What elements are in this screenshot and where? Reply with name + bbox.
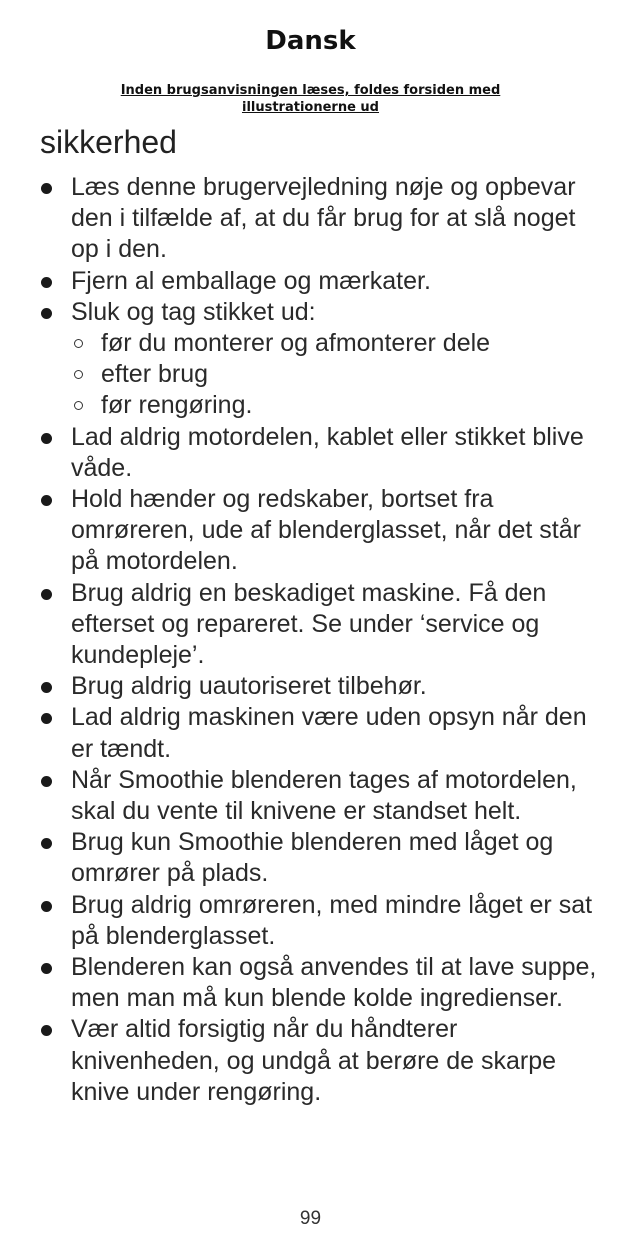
list-item: [40, 422, 600, 484]
bullet-icon: [41, 183, 52, 194]
section-heading-safety: sikkerhed: [40, 124, 177, 160]
sub-list-item: [71, 390, 600, 421]
sub-list-item: [71, 328, 600, 359]
sub-list-item-text: efter brug: [101, 360, 209, 389]
list-item-text: Brug aldrig en beskadiget maskine. Få den efterset og repareret. Se under ‘service og kundepleje’.: [71, 578, 547, 670]
bullet-icon: [41, 682, 52, 693]
list-item: [40, 952, 600, 1014]
sub-list-item-text: før rengøring.: [101, 391, 253, 420]
list-item: [40, 172, 600, 266]
bullet-icon: [41, 277, 52, 288]
hollow-bullet-icon: [74, 339, 83, 348]
hollow-bullet-icon: [74, 370, 83, 379]
list-item: [40, 827, 600, 889]
list-item-text: Brug aldrig omrøreren, med mindre låget er sat på blenderglasset.: [71, 890, 593, 950]
bullet-icon: [41, 963, 52, 974]
list-item: [40, 890, 600, 952]
list-item: [40, 297, 600, 422]
page-number: 99: [299, 1208, 322, 1229]
list-item-text: Brug aldrig uautoriseret tilbehør.: [71, 672, 427, 701]
sub-list-item-text: før du monterer og afmonterer dele: [101, 329, 491, 358]
bullet-icon: [41, 308, 52, 319]
sub-list-item: [71, 359, 600, 390]
sub-list: [71, 328, 600, 422]
hollow-bullet-icon: [74, 401, 83, 410]
list-item: [40, 484, 600, 578]
list-item-text: Læs denne brugervejledning nøje og opbevar den i tilfælde af, at du får brug for at slå noget op i den.: [71, 173, 576, 264]
list-item-text: Fjern al emballage og mærkater.: [71, 266, 431, 295]
list-item: [40, 266, 600, 297]
list-item-text: Sluk og tag stikket ud:: [71, 297, 316, 326]
bullet-icon: [41, 713, 52, 724]
bullet-icon: [41, 776, 52, 787]
list-item: [40, 578, 600, 672]
list-item-text: Blenderen kan også anvendes til at lave suppe, men man må kun blende kolde ingredienser.: [71, 953, 597, 1013]
list-item-text: Lad aldrig maskinen være uden opsyn når den er tændt.: [71, 703, 587, 763]
list-item-text: Brug kun Smoothie blenderen med låget og omrører på plads.: [71, 828, 554, 888]
list-item: [40, 765, 600, 827]
bullet-icon: [41, 589, 52, 600]
list-item-text: Når Smoothie blenderen tages af motordelen, skal du vente til knivene er standset helt.: [71, 765, 577, 826]
list-item-text: Lad aldrig motordelen, kablet eller stikket blive våde.: [71, 422, 584, 482]
bullet-icon: [41, 495, 52, 506]
list-item: [40, 1014, 600, 1108]
list-item-text: Vær altid forsigtig når du håndterer knivenheden, og undgå at berøre de skarpe knive under rengøring.: [71, 1015, 557, 1106]
safety-list: [40, 172, 600, 1108]
page-title: Dansk: [265, 26, 356, 56]
bullet-icon: [41, 1025, 52, 1036]
bullet-icon: [41, 838, 52, 849]
fold-instruction: Inden brugsanvisningen læses, foldes forsiden med illustrationerne ud: [120, 83, 501, 115]
list-item-text: Hold hænder og redskaber, bortset fra omrøreren, ude af blenderglasset, når det står på motordelen.: [71, 485, 581, 576]
list-item: [40, 702, 600, 764]
bullet-icon: [41, 433, 52, 444]
bullet-icon: [41, 901, 52, 912]
list-item: [40, 671, 600, 702]
